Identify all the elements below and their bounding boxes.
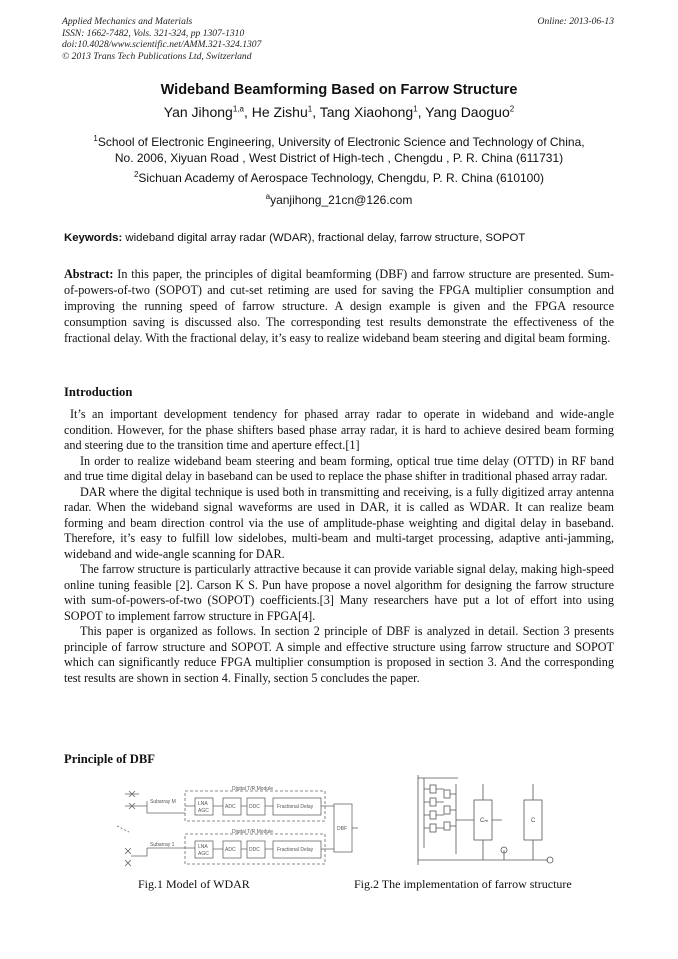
subarray-label: Subarray 1 bbox=[150, 842, 175, 848]
author-list: Yan Jihong$^{1,a}$, He Zishu$^1$, Tang Xiaohong$^1$, Yang Daoguo$^2$ bbox=[163, 104, 515, 120]
subarray-label: Subarray M bbox=[150, 799, 176, 805]
paragraph: In order to realize wideband beam steering and beam forming, optical true time delay (OTTD) in RF band and true time digital delay in baseband can be used to replace the phase shifter in traditional phased array radar. bbox=[64, 453, 614, 483]
figure-caption: Fig.1 Model of WDAR bbox=[138, 877, 250, 891]
issn: ISSN: 1662-7482, Vols. 321-324, pp 1307-1310 bbox=[62, 27, 245, 39]
author-email: $^a$yanjihong_21cn@126.com bbox=[265, 192, 413, 207]
wdar-model-diagram bbox=[115, 786, 360, 870]
agc-label: AGC bbox=[198, 808, 209, 814]
affiliation-2: $^2$Sichuan Academy of Aerospace Technology, Chengdu, P. R. China (610100) bbox=[133, 170, 545, 185]
introduction-body bbox=[64, 407, 614, 686]
journal-header bbox=[62, 16, 261, 62]
ddc-label: DDC bbox=[249, 847, 260, 853]
paragraph: The farrow structure is particularly attractive because it can provide variable signal delay, making high-speed online tuning feasible [2]. Carson K S. Pun have propose a novel algorithm for designing the farrow structure with sum-of-powers-of-two (SOPOT) coefficients.[3] Many researchers have put a lot of effort into using SOPOT to implement farrow structure in FPGA[4]. bbox=[64, 562, 614, 623]
paragraph: DAR where the digital technique is used both in transmitting and receiving, is a fully digitized array antenna radar. When the wideband signal waveforms are used in DAR, it is called as WDAR. It can realize beam forming and beam direction control via the use of amplitude-phase weighting and digital delay in baseband. Therefore, it’s easy to fulfill low sidelobes, multi-beam and multi-target processing, adaptive anti-jamming, wideband and wide-angle scanning for DAR. bbox=[64, 484, 614, 561]
online-date: Online: 2013-06-13 bbox=[537, 16, 614, 27]
section-heading-introduction: Introduction bbox=[64, 385, 133, 399]
antenna-icon bbox=[125, 803, 139, 809]
paragraph: It’s an important development tendency for phased array radar to operate in wideband and wide-angle condition. However, for the phase shifters based phase array radar, it is hard to achieve desired beam forming and steering due to the transition time and aperture effect.[1] bbox=[64, 407, 614, 452]
author-name: Tang Xiaohong bbox=[319, 104, 414, 120]
dbf-label: DBF bbox=[337, 826, 347, 832]
section-heading-dbf: Principle of DBF bbox=[64, 752, 155, 766]
figure-caption: Fig.2 The implementation of farrow structure bbox=[354, 877, 572, 891]
lna-label: LNA bbox=[198, 844, 208, 850]
adc-label: ADC bbox=[225, 847, 236, 853]
keywords: Keywords: wideband digital array radar (WDAR), fractional delay, farrow structure, SOPOT bbox=[64, 232, 526, 244]
antenna-icon bbox=[125, 848, 131, 854]
journal-name: Applied Mechanics and Materials bbox=[62, 16, 193, 27]
ddc-label: DDC bbox=[249, 804, 260, 810]
coefficient-label: Cₘ bbox=[480, 818, 489, 824]
lna-label: LNA bbox=[198, 801, 208, 807]
antenna-icon bbox=[125, 791, 139, 797]
copyright: © 2013 Trans Tech Publications Ltd, Switzerland bbox=[62, 50, 252, 62]
module-label: Digital T/R Module bbox=[232, 829, 274, 835]
author-name: Yan Jihong bbox=[163, 104, 233, 120]
fractional-delay-label: Fractional Delay bbox=[277, 804, 314, 810]
author-name: He Zishu bbox=[251, 104, 308, 120]
fractional-delay-label: Fractional Delay bbox=[277, 847, 314, 853]
abstract: Abstract: In this paper, the principles of digital beamforming (DBF) and farrow structure are presented. Sum-of-powers-of-two (SOPOT) and cut-set retiming are used for saving the FPGA multiplier consumption and improving the running speed of farrow structure. A design example is given and the FPGA resource consumption saving is discussed also. The corresponding test results demonstrate the effectiveness of the fractional delay. With the fractional delay, it’s easy to realize wideband beam steering and digital beam forming. bbox=[64, 267, 614, 345]
agc-label: AGC bbox=[198, 851, 209, 857]
module-label: Digital T/R Module bbox=[232, 786, 274, 792]
paper-title: Wideband Beamforming Based on Farrow Structure bbox=[160, 82, 518, 98]
paragraph: This paper is organized as follows. In section 2 principle of DBF is analyzed in detail. Section 3 presents principle of farrow structure and SOPOT. A simple and effective structure using farrow structure and SOPOT which can significantly reduce FPGA multiplier consumption is proposed in section 3. And the corresponding test results are shown in section 4. Finally, section 5 concludes the paper. bbox=[64, 624, 614, 685]
doi: doi:10.4028/www.scientific.net/AMM.321-324.1307 bbox=[62, 39, 262, 50]
antenna-icon bbox=[125, 860, 131, 866]
author-name: Yang Daoguo bbox=[425, 104, 510, 120]
farrow-structure-diagram bbox=[404, 770, 564, 870]
affiliation-1: $^1$School of Electronic Engineering, University of Electronic Science and Technology of China, No. 2006, Xiyuan Road , West District of High-tech , Chengdu , P. R. China (611731) bbox=[93, 134, 585, 165]
adc-label: ADC bbox=[225, 804, 236, 810]
coefficient-label: C bbox=[531, 818, 536, 824]
